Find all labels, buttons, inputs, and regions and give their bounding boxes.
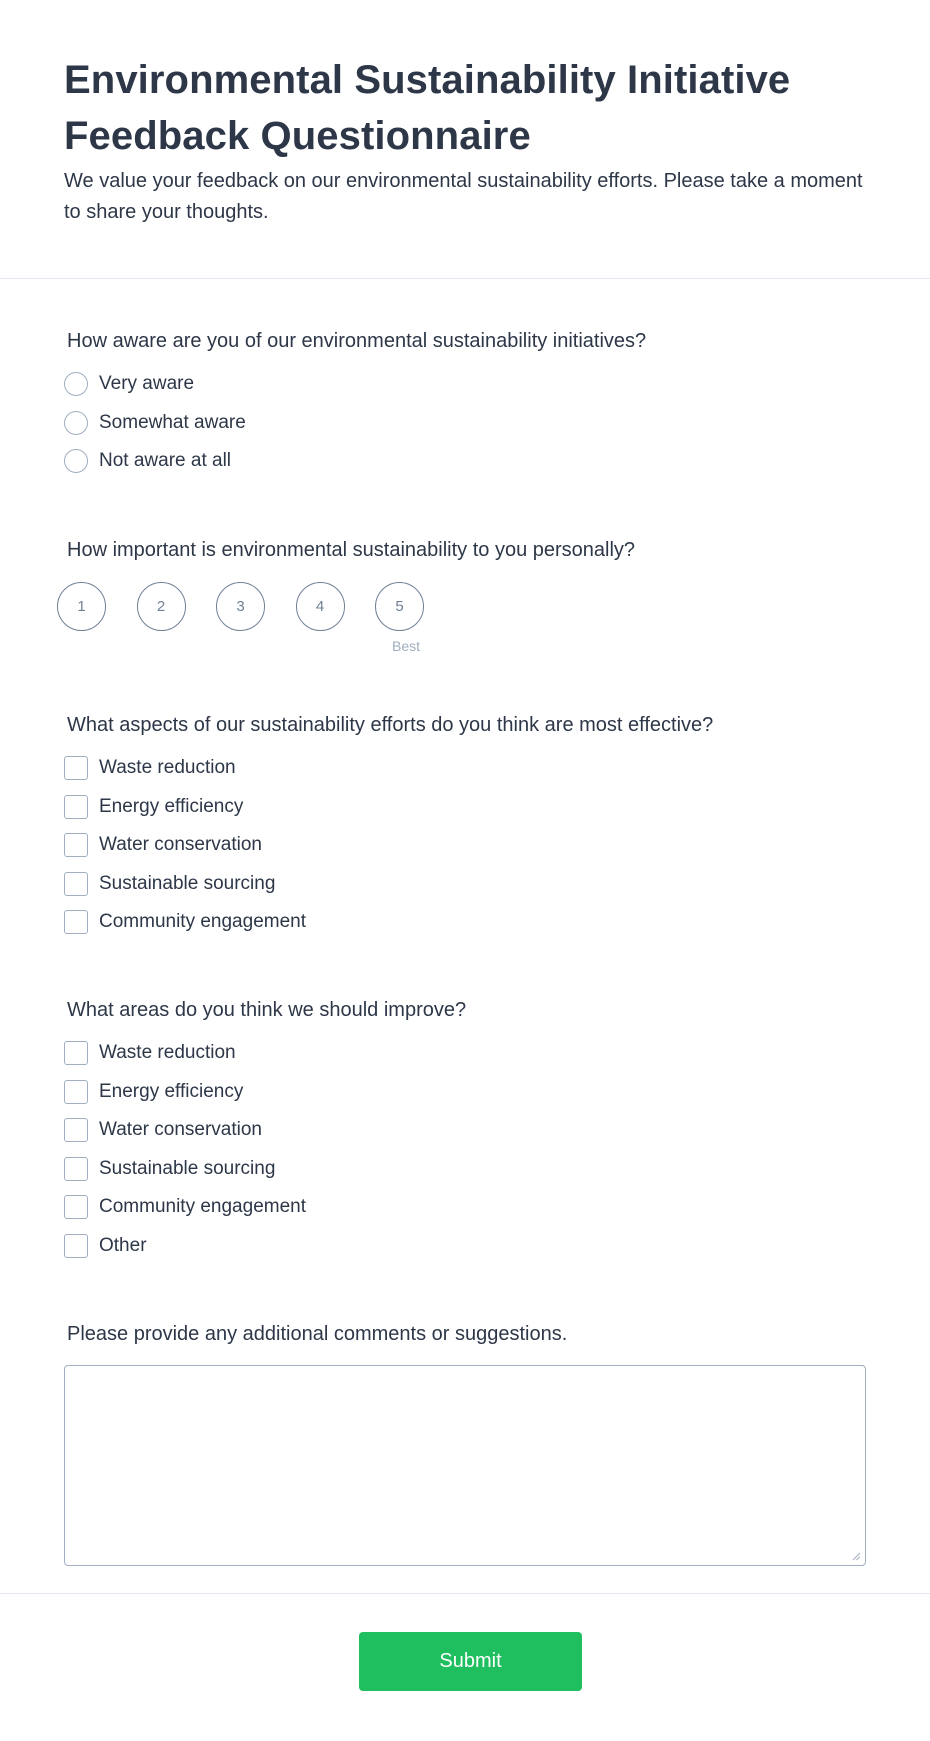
form-header (0, 0, 930, 279)
rating-button-4[interactable]: 4 (296, 582, 345, 631)
checkbox[interactable] (64, 1157, 88, 1181)
option-label: Other (99, 1234, 147, 1256)
option-label: Water conservation (99, 834, 262, 856)
radio-option-not-aware[interactable] (64, 442, 866, 481)
form-footer (0, 1593, 930, 1741)
rating-button-3[interactable]: 3 (216, 582, 265, 631)
checkbox[interactable] (64, 872, 88, 896)
rating-button-5[interactable]: 5 (375, 582, 424, 631)
checkbox-option-waste-reduction[interactable] (64, 1034, 866, 1073)
rating-button-2[interactable]: 2 (137, 582, 186, 631)
checkbox-option-waste-reduction[interactable] (64, 749, 866, 788)
option-label: Energy efficiency (99, 1080, 244, 1102)
resize-handle-icon[interactable] (852, 1552, 861, 1561)
option-label: Energy efficiency (99, 795, 244, 817)
checkbox-option-energy-efficiency[interactable] (64, 788, 866, 827)
rating-scale (57, 582, 866, 654)
checkbox-group-effective (64, 749, 866, 942)
question-label: What aspects of our sustainability efforts do you think are most effective? (67, 714, 714, 736)
checkbox-option-other[interactable] (64, 1227, 866, 1266)
radio-button[interactable] (64, 449, 88, 473)
checkbox[interactable] (64, 910, 88, 934)
radio-option-very-aware[interactable] (64, 365, 866, 404)
form-description: We value your feedback on our environmental sustainability efforts. Please take a moment to share your thoughts. (64, 170, 863, 223)
rating-item-3 (216, 582, 296, 631)
rating-item-1 (57, 582, 137, 631)
radio-button[interactable] (64, 372, 88, 396)
option-label: Waste reduction (99, 757, 236, 779)
checkbox-group-improve (64, 1034, 866, 1265)
checkbox-option-energy-efficiency[interactable] (64, 1073, 866, 1112)
option-label: Waste reduction (99, 1042, 236, 1064)
option-label: Sustainable sourcing (99, 872, 276, 894)
question-label: What areas do you think we should improve? (67, 999, 467, 1021)
question-label: How aware are you of our environmental sustainability initiatives? (67, 330, 647, 352)
checkbox[interactable] (64, 1195, 88, 1219)
option-label: Community engagement (99, 1196, 306, 1218)
checkbox-option-community-engagement[interactable] (64, 903, 866, 942)
question-improve (64, 996, 866, 1320)
option-label: Somewhat aware (99, 411, 246, 433)
rating-button-1[interactable]: 1 (57, 582, 106, 631)
checkbox[interactable] (64, 795, 88, 819)
checkbox[interactable] (64, 1118, 88, 1142)
question-importance (64, 536, 866, 711)
checkbox[interactable] (64, 1041, 88, 1065)
question-comments (64, 1320, 866, 1566)
checkbox-option-water-conservation[interactable] (64, 1111, 866, 1150)
radio-button[interactable] (64, 411, 88, 435)
checkbox[interactable] (64, 756, 88, 780)
option-label: Not aware at all (99, 450, 232, 472)
checkbox[interactable] (64, 1234, 88, 1258)
submit-button[interactable]: Submit (359, 1632, 582, 1691)
rating-item-4 (296, 582, 376, 631)
question-label: How important is environmental sustainability to you personally? (67, 539, 636, 561)
option-label: Water conservation (99, 1119, 262, 1141)
rating-item-5 (375, 582, 455, 654)
option-label: Very aware (99, 373, 195, 395)
comments-textarea[interactable] (64, 1365, 866, 1566)
question-awareness (64, 327, 866, 536)
checkbox-option-sustainable-sourcing[interactable] (64, 1150, 866, 1189)
checkbox[interactable] (64, 1080, 88, 1104)
radio-group-awareness (64, 365, 866, 481)
rating-max-caption: Best (392, 638, 421, 654)
checkbox-option-community-engagement[interactable] (64, 1188, 866, 1227)
radio-option-somewhat-aware[interactable] (64, 404, 866, 443)
form-body (0, 279, 930, 1566)
question-effective (64, 711, 866, 996)
page-title: Environmental Sustainability Initiative Feedback Questionnaire (64, 58, 791, 158)
checkbox-option-sustainable-sourcing[interactable] (64, 865, 866, 904)
checkbox-option-water-conservation[interactable] (64, 826, 866, 865)
rating-item-2 (137, 582, 217, 631)
option-label: Community engagement (99, 911, 306, 933)
checkbox[interactable] (64, 833, 88, 857)
question-label: Please provide any additional comments or suggestions. (67, 1323, 568, 1345)
option-label: Sustainable sourcing (99, 1157, 276, 1179)
